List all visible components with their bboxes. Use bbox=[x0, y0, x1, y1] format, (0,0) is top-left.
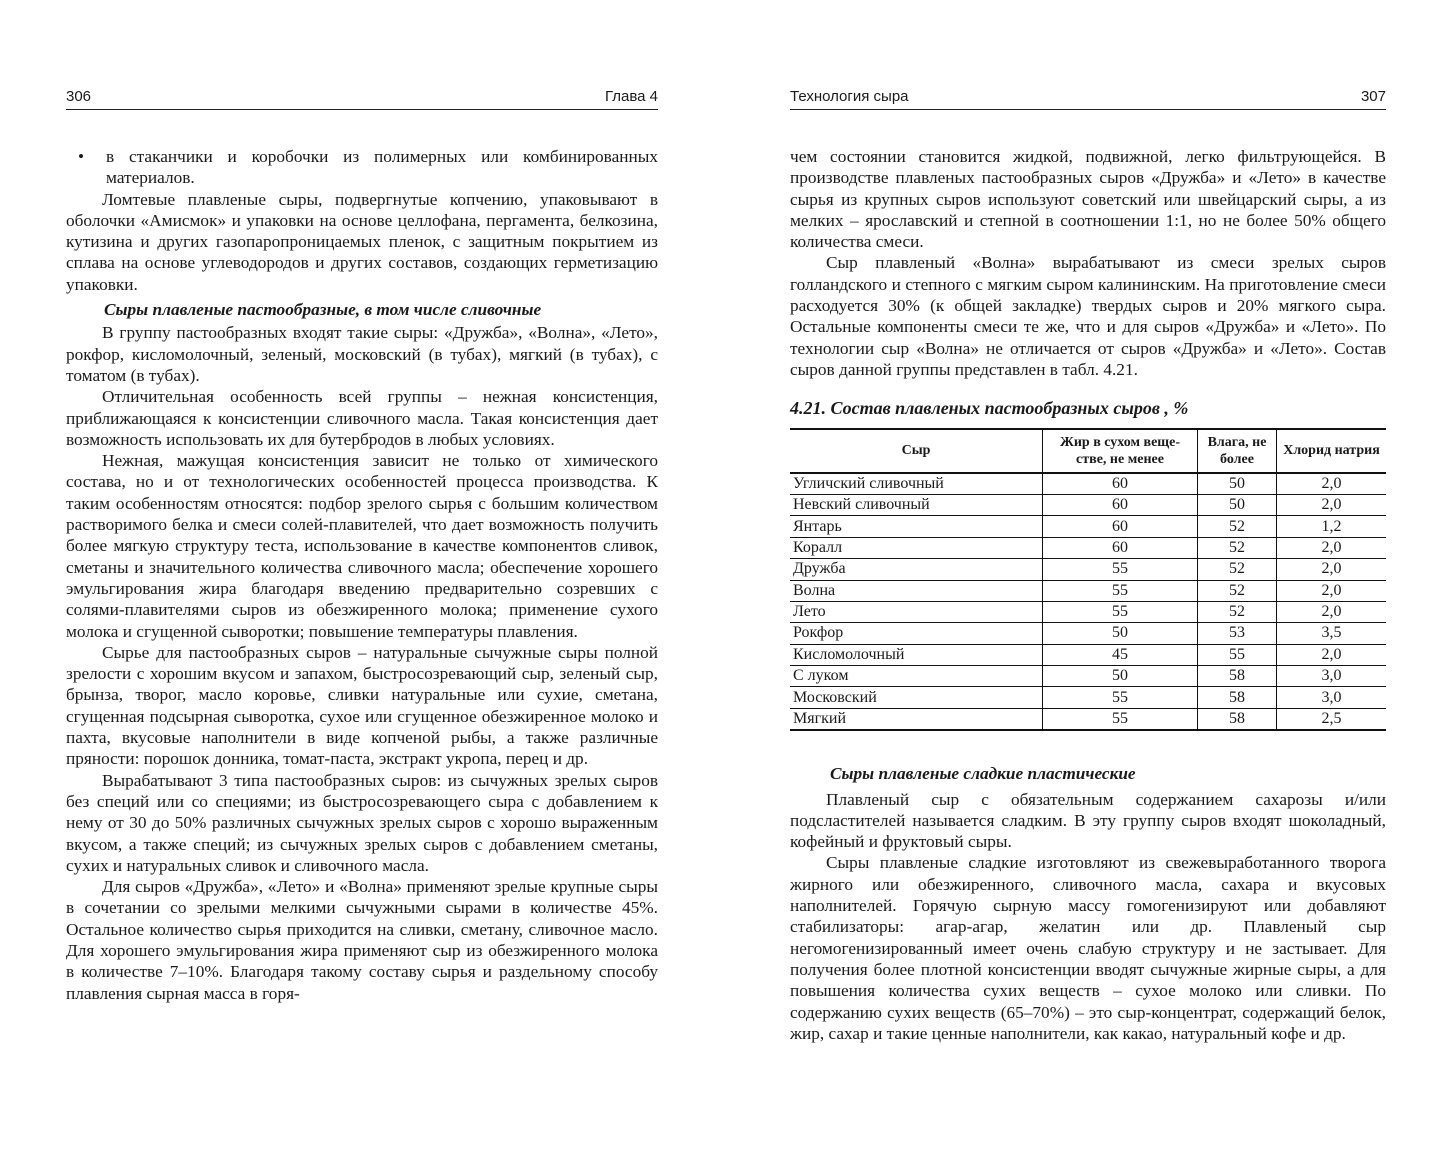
table-row bbox=[790, 537, 1386, 558]
running-head-right bbox=[790, 88, 1386, 110]
paragraph: Плавленый сыр с обязательным содержанием сахарозы и/или подсластителей называется сладким. В эту группу сыров входят шоколадный, кофейный и фруктовый сыры. bbox=[790, 789, 1386, 852]
table-cell: 52 bbox=[1198, 516, 1277, 537]
table-cell: 2,5 bbox=[1277, 708, 1387, 730]
page-number: 306 bbox=[66, 88, 92, 105]
table-cell: Невский сливочный bbox=[790, 494, 1043, 515]
table-cell: 45 bbox=[1043, 644, 1198, 665]
table-row bbox=[790, 687, 1386, 708]
paragraph: Отличительная особенность всей группы – нежная консистенция, приближающаяся к консистенции сливочного масла. Такая консистенция дает возможность использовать их для бутербродов в любых условиях. bbox=[66, 387, 658, 449]
section-subheading: Сыры плавленые сладкие пластические bbox=[830, 764, 1136, 784]
bullet-text: в стаканчики и коробочки из полимерных или комбинированных материалов. bbox=[106, 147, 658, 188]
table-cell: 50 bbox=[1198, 473, 1277, 495]
table-row bbox=[790, 559, 1386, 580]
table-cell: 53 bbox=[1198, 623, 1277, 644]
table-row bbox=[790, 516, 1386, 537]
table-cell: 3,5 bbox=[1277, 623, 1387, 644]
table-body bbox=[790, 473, 1386, 731]
table-cell: 52 bbox=[1198, 559, 1277, 580]
paragraph: Сыр плавленый «Волна» вырабатывают из смеси зрелых сыров голландского и степного с мягким сыром калининским. На приготовление смеси расходуется 30% (к общей закладке) твердых сыров и 20% мягкого сыра. Остальные компоненты смеси те же, что и для сыров «Дружба» и «Лето». По технологии сыр «Волна» не отличается от сыров «Дружба» и «Лето». Состав сыров данной группы представлен в табл. 4.21. bbox=[790, 253, 1386, 379]
table-cell: Московский bbox=[790, 687, 1043, 708]
table-cell: Лето bbox=[790, 601, 1043, 622]
book-title: Технология сыра bbox=[790, 88, 909, 105]
left-page bbox=[66, 88, 658, 1004]
paragraph: Сыры плавленые сладкие изготовляют из свежевыработанного творога жирного или обезжиренного, сливочного масла, сахара и вкусовых наполнителей. Горячую сырную массу гомогенизируют или добавляют стабилизаторы: агар-агар, желатин или др. Плавленый сыр негомогенизированный имеет очень слабую структуру и не застывает. Для получения более плотной консистенции вводят сычужные жирные сыры, а для повышения количества сухих веществ – сухое молоко или сливки. По содержанию сухих веществ (65–70%) – это сыр-концентрат, содержащий белок, жир, сахар и такие ценные наполнители, как какао, натуральный кофе и др. bbox=[790, 853, 1386, 1043]
table-row bbox=[790, 708, 1386, 730]
table-cell: 55 bbox=[1043, 708, 1198, 730]
table-cell: 3,0 bbox=[1277, 666, 1387, 687]
table-cell: 60 bbox=[1043, 494, 1198, 515]
paragraph: чем состоянии становится жидкой, подвижной, легко фильтрующейся. В производстве плавленых пастообразных сыров «Дружба» и «Лето» в качестве сырья из крупных сыров используют советский или швейцарский сыры, а из мелких – ярославский и степной в соотношении 1:1, но не более 50% общего количества смеси. bbox=[790, 147, 1386, 252]
table-cell: 2,0 bbox=[1277, 559, 1387, 580]
table-cell: 60 bbox=[1043, 537, 1198, 558]
running-head-left bbox=[66, 88, 658, 110]
composition-table bbox=[790, 428, 1386, 732]
table-cell: Кисломолочный bbox=[790, 644, 1043, 665]
table-cell: Волна bbox=[790, 580, 1043, 601]
paragraph: Сырье для пастообразных сыров – натуральные сычужные сыры полной зрелости с хорошим вкусом и запахом, быстросозревающий сыр, зеленый сыр, брынза, творог, масло коровье, сливки натуральные или сухие, сметана, сгущенная подсырная сыворотка, сухое или сгущенное обезжиренное молоко и пахта, вкусовые наполнители в виде копченой рыбы, а также различные пряности: порошок донника, томат-паста, экстракт укропа, перец и др. bbox=[66, 642, 658, 769]
table-cell: 2,0 bbox=[1277, 601, 1387, 622]
table-cell: 2,0 bbox=[1277, 537, 1387, 558]
table-cell: 52 bbox=[1198, 601, 1277, 622]
table-header-row bbox=[790, 429, 1386, 473]
table-row bbox=[790, 580, 1386, 601]
table-cell: 50 bbox=[1043, 623, 1198, 644]
page-number: 307 bbox=[1360, 88, 1386, 105]
table-cell: 58 bbox=[1198, 708, 1277, 730]
table-cell: 50 bbox=[1043, 666, 1198, 687]
table-cell: 1,2 bbox=[1277, 516, 1387, 537]
table-cell: 55 bbox=[1043, 559, 1198, 580]
paragraph: В группу пастообразных входят такие сыры: «Дружба», «Волна», «Лето», рокфор, кисломолочный, зеленый, московский (в тубах), мягкий (в тубах), с томатом (в тубах). bbox=[66, 323, 658, 385]
section-subheading: Сыры плавленые пастообразные, в том числе сливочные bbox=[104, 300, 542, 320]
table-caption: 4.21. Состав плавленых пастообразных сыров , % bbox=[790, 398, 1189, 419]
table-cell: 60 bbox=[1043, 473, 1198, 495]
table-cell: Рокфор bbox=[790, 623, 1043, 644]
table-cell: 55 bbox=[1198, 644, 1277, 665]
table-row bbox=[790, 494, 1386, 515]
table-cell: С луком bbox=[790, 666, 1043, 687]
table-cell: 2,0 bbox=[1277, 494, 1387, 515]
right-page bbox=[790, 88, 1386, 1044]
table-cell: Дружба bbox=[790, 559, 1043, 580]
table-cell: 2,0 bbox=[1277, 644, 1387, 665]
table-cell: 60 bbox=[1043, 516, 1198, 537]
table-cell: 2,0 bbox=[1277, 473, 1387, 495]
table-row bbox=[790, 473, 1386, 495]
table-cell: Коралл bbox=[790, 537, 1043, 558]
column-header: Хлорид натрия bbox=[1277, 429, 1387, 473]
table-cell: Янтарь bbox=[790, 516, 1043, 537]
column-header: Жир в сухом веще-стве, не менее bbox=[1043, 429, 1198, 473]
table-row bbox=[790, 644, 1386, 665]
paragraph: Для сыров «Дружба», «Лето» и «Волна» применяют зрелые крупные сыры в сочетании со зрелыми мелкими сычужными сырами в количестве 45%. Остальное количество сырья приходится на сливки, сметану, сливочное масло. Для хорошего эмульгирования жира применяют сыр из обезжиренного молока в количестве 7–10%. Благодаря такому составу сырья и раздельному способу плавления сырная масса в горя- bbox=[66, 877, 658, 1003]
table-cell: 3,0 bbox=[1277, 687, 1387, 708]
bullet-list-item bbox=[66, 146, 658, 189]
paragraph: Нежная, мажущая консистенция зависит не только от химического состава, но и от технологических особенностей процесса производства. К таким особенностям относятся: подбор зрелого сырья с большим количеством растворимого белка и смеси солей-плавителей, что дает возможность получить более мягкую структуру теста, использование в качестве компонентов сливок, сметаны и значительного количества сливочного масла; обеспечение хорошего эмульгирования жира благодаря введению предварительно созревших с солями-плавителями сыров из обезжиренного молока; применение сухого молока и сгущенной сыворотки; повышение температуры плавления. bbox=[66, 451, 658, 641]
column-header: Сыр bbox=[790, 429, 1043, 473]
table-cell: Угличский сливочный bbox=[790, 473, 1043, 495]
table-row bbox=[790, 666, 1386, 687]
bullet-icon: • bbox=[78, 147, 85, 166]
paragraph: Вырабатывают 3 типа пастообразных сыров: из сычужных зрелых сыров без специй или со специями; из быстросозревающего сыра с добавлением к нему от 30 до 50% различных сычужных зрелых сыров с хорошо выраженным вкусом, а также специй; из сычужных зрелых сыров с добавлением сметаны, сухих и натуральных сливок и сливочного масла. bbox=[66, 770, 658, 875]
paragraph: Ломтевые плавленые сыры, подвергнутые копчению, упаковывают в оболочки «Амисмок» и упаковки на основе целлофана, пергамента, белкозина, кутизина и других газопаропроницаемых пленок, с защитным покрытием из сплава на основе углеводородов и других составов, создающих герметизацию упаковки. bbox=[66, 189, 658, 294]
table-cell: 58 bbox=[1198, 666, 1277, 687]
column-header: Влага, не более bbox=[1198, 429, 1277, 473]
table-cell: 52 bbox=[1198, 537, 1277, 558]
table-cell: 52 bbox=[1198, 580, 1277, 601]
table-cell: 58 bbox=[1198, 687, 1277, 708]
table-row bbox=[790, 623, 1386, 644]
table-cell: 2,0 bbox=[1277, 580, 1387, 601]
table-row bbox=[790, 601, 1386, 622]
chapter-title: Глава 4 bbox=[604, 88, 658, 105]
table-cell: 55 bbox=[1043, 687, 1198, 708]
table-cell: 50 bbox=[1198, 494, 1277, 515]
table-cell: 55 bbox=[1043, 580, 1198, 601]
table-cell: 55 bbox=[1043, 601, 1198, 622]
table-cell: Мягкий bbox=[790, 708, 1043, 730]
